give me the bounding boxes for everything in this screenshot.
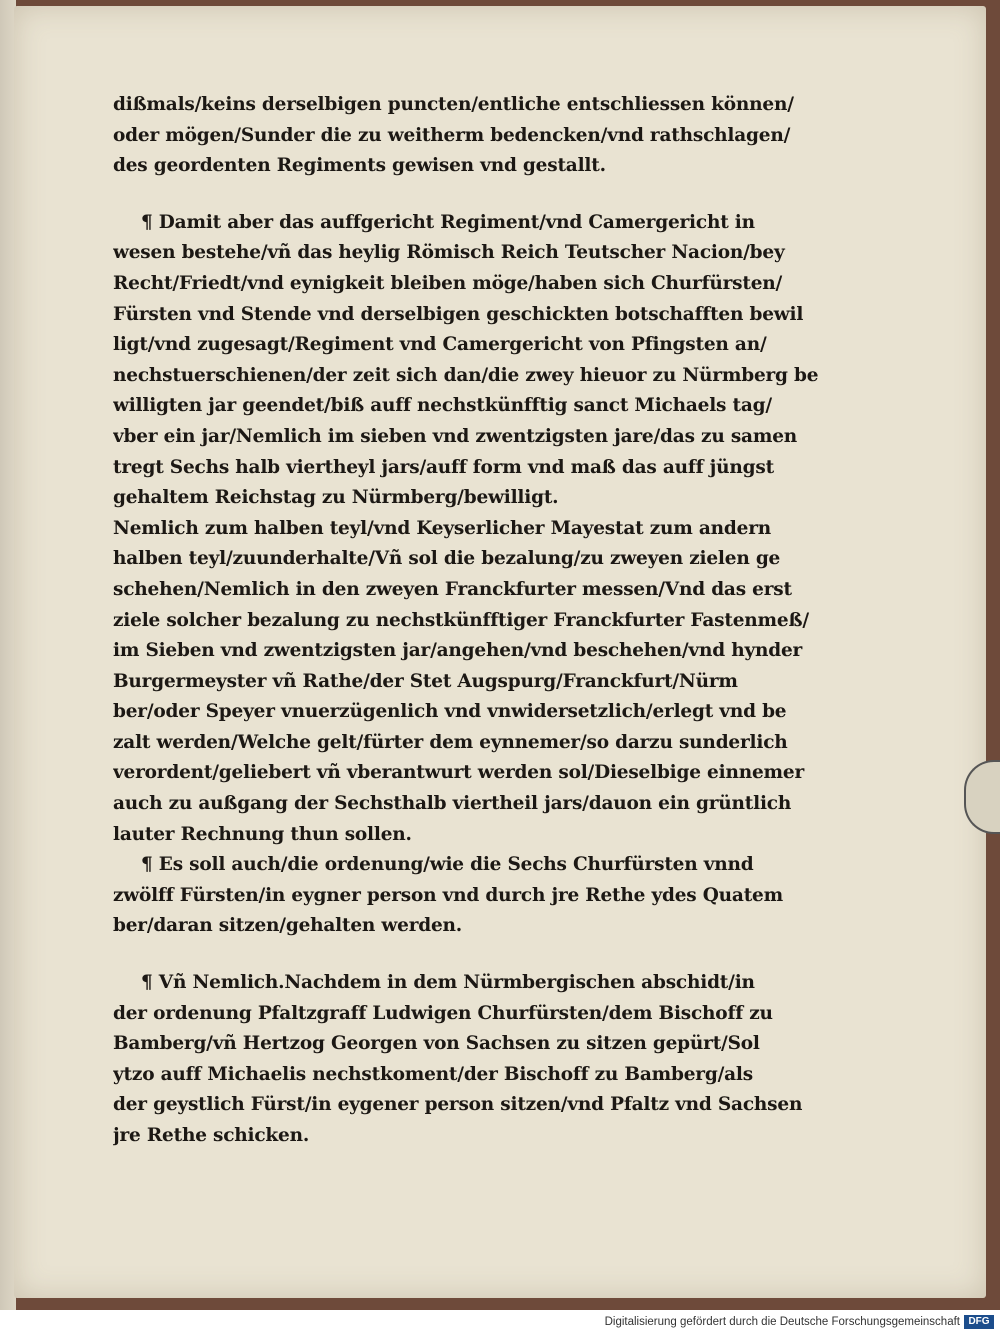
text-line: ber/oder Speyer vnuerzügenlich vnd vnwidersetzlich/erlegt vnd be	[113, 701, 787, 723]
text-line: ligt/vnd zugesagt/Regiment vnd Camergericht von Pfingsten an/	[113, 334, 767, 356]
text-line: zwölff Fürsten/in eygner person vnd durch jre Rethe ydes Quatem	[113, 884, 784, 906]
text-line: zalt werden/Welche gelt/fürter dem eynnemer/so darzu sunderlich	[113, 731, 788, 753]
text-line: nechstuerschienen/der zeit sich dan/die zwey hieuor zu Nürmberg be	[113, 364, 819, 386]
text-line: verordent/geliebert vñ vberantwurt werden sol/Dieselbige einnemer	[113, 762, 805, 784]
text-line: im Sieben vnd zwentzigsten jar/angehen/vnd beschehen/vnd hynder	[113, 640, 803, 662]
text-line: vber ein jar/Nemlich im sieben vnd zwentzigsten jare/das zu samen	[113, 425, 798, 447]
document-body	[113, 90, 825, 1152]
text-line: tregt Sechs halb viertheyl jars/auff form vnd maß das auff jüngst	[113, 456, 774, 478]
footer	[0, 1310, 1000, 1335]
text-line: oder mögen/Sunder die zu weitherm bedencken/vnd rathschlagen/	[113, 124, 791, 146]
text-line: Bamberg/vñ Hertzog Georgen von Sachsen zu sitzen gepürt/Sol	[113, 1033, 760, 1055]
text-line: ¶ Es soll auch/die ordenung/wie die Sechs Churfürsten vnnd	[141, 854, 754, 876]
text-line: Recht/Friedt/vnd eynigkeit bleiben möge/haben sich Churfürsten/	[113, 272, 783, 294]
text-line: auch zu außgang der Sechsthalb viertheil jars/dauon ein grüntlich	[113, 793, 792, 815]
text-line: Burgermeyster vñ Rathe/der Stet Augspurg/Franckfurt/Nürm	[113, 670, 738, 692]
text-line: jre Rethe schicken.	[113, 1125, 310, 1146]
text-line: der ordenung Pfaltzgraff Ludwigen Churfürsten/dem Bischoff zu	[113, 1002, 773, 1024]
text-line: willigten jar geendet/biß auff nechstkünfftig sanct Michaels tag/	[113, 395, 772, 417]
text-line: Fürsten vnd Stende vnd derselbigen geschickten botschafften bewil	[113, 303, 804, 325]
paragraph-gap	[113, 182, 825, 208]
text-line: des geordenten Regiments gewisen vnd gestallt.	[113, 155, 606, 177]
text-line: Nemlich zum halben teyl/vnd Keyserlicher Mayestat zum andern	[113, 517, 772, 539]
dfg-logo-icon: DFG	[964, 1315, 994, 1329]
text-line: schehen/Nemlich in den zweyen Franckfurter messen/Vnd das erst	[113, 578, 792, 600]
text-line: ber/daran sitzen/gehalten werden.	[113, 915, 463, 937]
paragraph-gap	[113, 942, 825, 968]
text-line: ¶ Damit aber das auffgericht Regiment/vnd Camergericht in	[141, 211, 755, 233]
text-line: der geystlich Fürst/in eygener person sitzen/vnd Pfaltz vnd Sachsen	[113, 1094, 803, 1116]
text-line: lauter Rechnung thun sollen.	[113, 823, 412, 845]
text-line: ¶ Vñ Nemlich.Nachdem in dem Nürmbergischen abschidt/in	[141, 972, 755, 994]
text-line: dißmals/keins derselbigen puncten/entliche entschliessen können/	[113, 94, 794, 115]
text-line: halben teyl/zuunderhalte/Vñ sol die bezalung/zu zweyen zielen ge	[113, 548, 781, 570]
text-line: wesen bestehe/vñ das heylig Römisch Reich Teutscher Nacion/bey	[113, 242, 785, 264]
text-line: gehaltem Reichstag zu Nürmberg/bewilligt.	[113, 487, 559, 509]
text-line: ytzo auff Michaelis nechstkoment/der Bischoff zu Bamberg/als	[113, 1063, 753, 1085]
text-line: ziele solcher bezalung zu nechstkünfftiger Franckfurter Fastenmeß/	[113, 609, 809, 631]
footer-credit: Digitalisierung gefördert durch die Deutsche Forschungsgemeinschaft	[604, 1316, 960, 1328]
